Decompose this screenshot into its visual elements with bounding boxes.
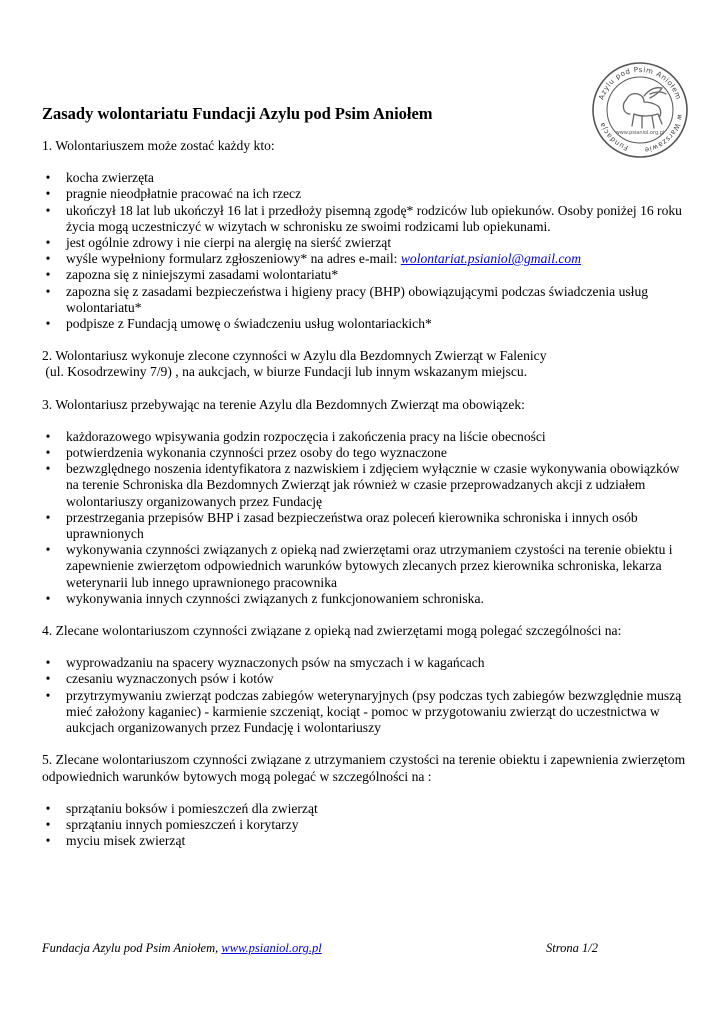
section-5-heading: 5. Zlecane wolontariuszom czynności związane z utrzymaniem czystości na terenie obiektu i zapewnienia zwierzętom odpowiednich warunków bytowych mogą polegać w szczególności na : xyxy=(42,752,686,784)
section-4-list xyxy=(42,655,690,736)
document-body xyxy=(42,138,690,849)
footer-organization xyxy=(42,941,322,956)
section-3-list xyxy=(42,429,690,607)
list-item: • jest ogólnie zdrowy i nie cierpi na alergię na sierść zwierząt xyxy=(45,235,392,251)
section-2-line-1: 2. Wolontariusz wykonuje zlecone czynności w Azylu dla Bezdomnych Zwierząt w Falenicy xyxy=(42,348,547,364)
list-item: • bezwzględnego noszenia identyfikatora z nazwiskiem i zdjęciem wyłącznie w czasie wykonywania obowiązków na terenie Schroniska dla Bezdomnych Zwierząt jak również w czasie przeprowadzanych akcji z udziałem wolontariuszy organizowanych przez Fundację xyxy=(45,461,680,509)
section-2-line-2: (ul. Kosodrzewiny 7/9) , na aukcjach, w biurze Fundacji lub innym wskazanym miejscu. xyxy=(42,364,528,380)
footer-page-number: Strona 1/2 xyxy=(546,941,598,955)
email-link[interactable]: wolontariat.psianiol@gmail.com xyxy=(400,251,582,267)
list-item: • każdorazowego wpisywania godzin rozpoczęcia i zakończenia pracy na liście obecności xyxy=(45,428,546,444)
list-item: • wykonywania innych czynności związanych z funkcjonowaniem schroniska. xyxy=(45,590,484,606)
list-item: • potwierdzenia wykonania czynności przez osoby do tego wyznaczone xyxy=(45,445,447,461)
stamp-top-text: Azylu pod Psim Aniołem xyxy=(596,64,684,101)
list-item: • zapozna się z zasadami bezpieczeństwa i higieny pracy (BHP) obowiązującymi podczas świadczenia usług wolontariatu* xyxy=(45,283,649,315)
list-item: • czesaniu wyznaczonych psów i kotów xyxy=(45,671,274,687)
list-item: • sprzątaniu boksów i pomieszczeń dla zwierząt xyxy=(45,800,318,816)
section-5-list xyxy=(42,801,690,850)
list-item: • przestrzegania przepisów BHP i zasad bezpieczeństwa oraz poleceń kierownika schroniska i innych osób uprawnionych xyxy=(45,509,638,542)
list-item: • pragnie nieodpłatnie pracować na ich rzecz xyxy=(45,186,302,202)
section-3-heading: 3. Wolontariusz przebywając na terenie Azylu dla Bezdomnych Zwierząt ma obowiązek: xyxy=(42,396,525,412)
list-item: • sprzątaniu innych pomieszczeń i korytarzy xyxy=(45,816,299,832)
list-item: • ukończył 18 lat lub ukończył 16 lat i przedłoży pisemną zgodę* rodziców lub opiekunów. Osoby poniżej 16 roku życia mogą uczestniczyć w wizytach w schronisku ze swoimi rodzicami lub opiekunami. xyxy=(45,202,682,234)
section-1-heading: 1. Wolontariuszem może zostać każdy kto: xyxy=(42,138,275,153)
list-item: • zapozna się z niniejszymi zasadami wolontariatu* xyxy=(45,267,339,283)
list-item: • myciu misek zwierząt xyxy=(45,833,186,849)
list-item: • wyprowadzaniu na spacery wyznaczonych psów na smyczach i w kagańcach xyxy=(45,655,485,671)
list-item: • kocha zwierzęta xyxy=(45,170,154,186)
page-title: Zasady wolontariatu Fundacji Azylu pod Psim Aniołem xyxy=(42,104,433,123)
list-item: • wykonywania czynności związanych z opieką nad zwierzętami oraz utrzymaniem czystości na terenie obiektu i zapewnienie zwierzętom odpowiednich warunków bytowych zlecanych przez kierownika schroniska, lekarza weterynarii lub innego uprawnionego pracownika xyxy=(45,542,673,590)
footer-website-link[interactable]: www.psianiol.org.pl xyxy=(221,941,322,955)
section-4-heading: 4. Zlecane wolontariuszom czynności związane z opieką nad zwierzętami mogą polegać szczególności na: xyxy=(42,623,622,639)
stamp-side-text: Fundacja xyxy=(598,120,630,152)
list-item: • wyśle wypełniony formularz zgłoszeniowy* na adres e-mail: wolontariat.psianiol@gmail.com xyxy=(45,251,582,267)
list-item: • podpisze z Fundacją umowę o świadczeniu usług wolontariackich* xyxy=(45,316,432,332)
footer-org-name: Fundacja Azylu pod Psim Aniołem, xyxy=(42,941,222,955)
section-1-list xyxy=(42,170,690,332)
stamp-center-text: www.psianiol.org.pl xyxy=(615,130,665,136)
list-item: • przytrzymywaniu zwierząt podczas zabiegów weterynaryjnych (psy podczas tych zabiegów bezwzględnie muszą mieć założony kaganiec) - karmienie szczeniąt, kociąt - pomoc w przygotowaniu zwierząt do uczestnictwa w aukcjach organizowanych przez Fundację i wolontariuszy xyxy=(45,687,682,736)
stamp-right-text: w Warszawie xyxy=(643,113,684,154)
